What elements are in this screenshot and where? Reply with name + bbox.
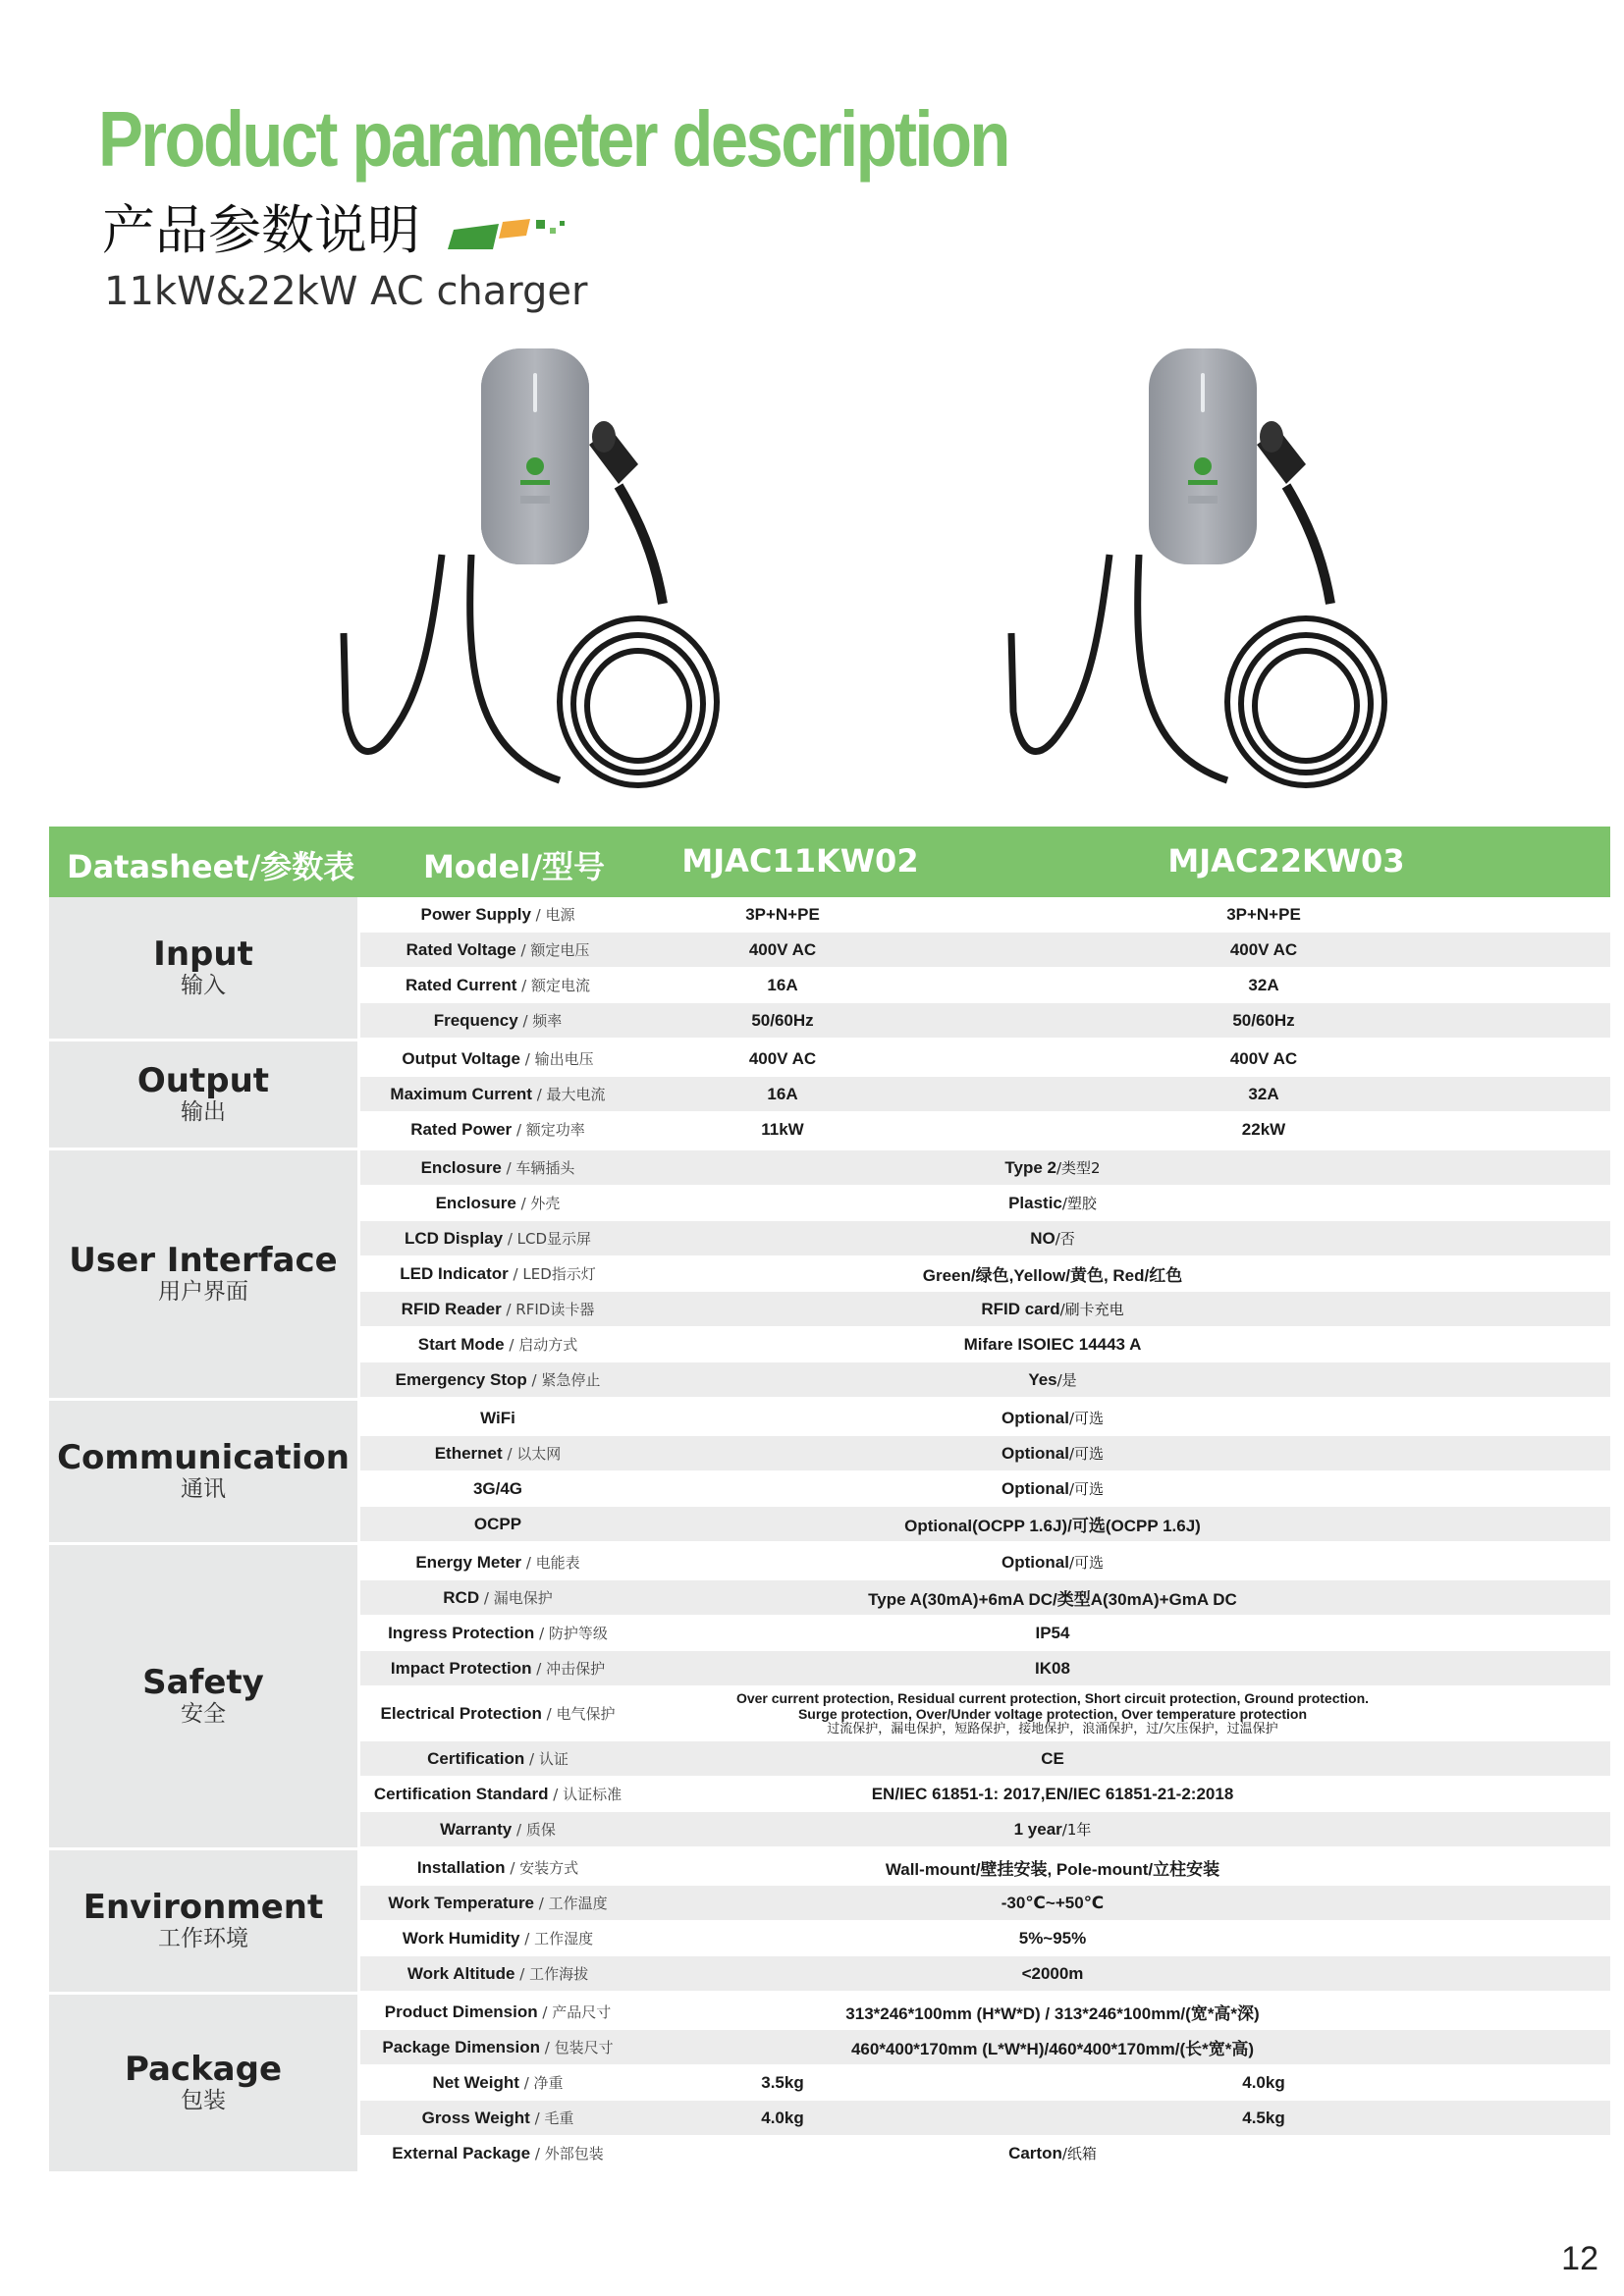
group-safety (49, 1545, 1610, 1850)
page-title-cn: 产品参数说明 (102, 199, 420, 261)
table-row (360, 1651, 1610, 1686)
param-label-cn: 漏电保护 (493, 1589, 553, 1607)
param-label-cn: 电气保护 (556, 1705, 616, 1723)
param-label: Enclosure / 外壳 (435, 1194, 561, 1212)
value-text: -30℃~+50℃ (1001, 1893, 1105, 1912)
table-row (360, 1471, 1610, 1507)
group-label-en: Safety (142, 1662, 264, 1702)
table-row (360, 1256, 1610, 1292)
param-label-en: Maximum Current (390, 1085, 532, 1103)
table-row (360, 1150, 1610, 1186)
value-model-1: 4.0kg (761, 2108, 804, 2127)
param-label-cn: 电能表 (535, 1554, 580, 1572)
param-label-en: LED Indicator (400, 1264, 509, 1283)
param-label-cn: 工作湿度 (534, 1930, 594, 1948)
table-row (360, 1777, 1610, 1812)
table-row (360, 1077, 1610, 1112)
param-label: Net Weight / 净重 (432, 2073, 564, 2092)
param-label-en: External Package (392, 2144, 531, 2163)
param-label-en: RCD (443, 1588, 480, 1607)
value-model-2: 400V AC (1229, 939, 1298, 959)
group-label-en: Package (124, 2049, 283, 2089)
value-model-1: 11kW (761, 1119, 804, 1139)
param-label: LCD Display / LCD显示屏 (404, 1229, 592, 1248)
value-shared (635, 1964, 1470, 1984)
value-text-cn: /可选 (1068, 1445, 1104, 1463)
value-shared (635, 2000, 1470, 2024)
datasheet-table (49, 827, 1610, 2174)
table-row (360, 1327, 1610, 1362)
param-label: Electrical Protection / 电气保护 (380, 1704, 616, 1723)
value-text: Wall-mount/壁挂安装, Pole-mount/立柱安装 (885, 1860, 1220, 1879)
param-label-cn: LED指示灯 (522, 1265, 596, 1283)
value-text: IP54 (1035, 1623, 1070, 1642)
value-model-1: 3.5kg (761, 2072, 804, 2092)
page-number: 12 (1561, 2240, 1598, 2277)
datasheet-header (49, 827, 1610, 897)
param-label-en: Certification Standard (373, 1785, 549, 1803)
value-model-1: 3P+N+PE (745, 904, 820, 924)
value-shared (635, 2143, 1470, 2163)
group-package (49, 1995, 1610, 2174)
value-text: Optional (1001, 1479, 1069, 1498)
value-text: IK08 (1035, 1658, 1070, 1678)
param-label-en: Ethernet (434, 1444, 503, 1463)
param-label-en: Electrical Protection (380, 1704, 542, 1723)
group-label-cn: 安全 (181, 1700, 226, 1727)
param-label-en: Work Temperature (388, 1894, 535, 1912)
param-label: Work Temperature / 工作温度 (388, 1894, 608, 1912)
param-label-cn: 启动方式 (518, 1336, 578, 1354)
param-label: Rated Voltage / 额定电压 (406, 940, 590, 959)
value-text-cn: /纸箱 (1061, 2145, 1097, 2163)
page-title: Product parameter description (98, 95, 1008, 183)
value-text: Mifare ISOIEC 14443 A (963, 1334, 1142, 1354)
param-label-en: Rated Voltage (406, 940, 516, 959)
param-label: Certification Standard / 认证标准 (373, 1785, 623, 1803)
value-model-1: 16A (767, 1084, 798, 1103)
value-model-2: 4.0kg (1242, 2072, 1285, 2092)
param-label-cn: 冲击保护 (546, 1660, 606, 1678)
param-label-en: Output Voltage (402, 1049, 520, 1068)
table-row (360, 1401, 1610, 1436)
value-model-1: 50/60Hz (751, 1010, 814, 1030)
table-row (360, 1850, 1610, 1886)
value-model-2: 22kW (1241, 1119, 1286, 1139)
param-label-cn: 频率 (532, 1012, 563, 1030)
param-label (360, 1409, 635, 1428)
value-shared (635, 1193, 1470, 1213)
table-row (360, 1221, 1610, 1256)
value-shared (635, 1659, 1470, 1679)
param-label: Impact Protection / 冲击保护 (390, 1659, 606, 1678)
param-label: Product Dimension / 产品尺寸 (384, 2002, 612, 2021)
value-model-2: 32A (1248, 1084, 1279, 1103)
table-row (360, 1003, 1610, 1039)
value-model-2: 3P+N+PE (1226, 904, 1301, 924)
param-label-en: Package Dimension (382, 2038, 540, 2056)
param-label-en: OCPP (473, 1514, 522, 1533)
table-row (360, 1292, 1610, 1327)
value-shared (635, 1552, 1470, 1573)
param-label-cn: 外部包装 (544, 2145, 604, 2163)
group-label (49, 1545, 360, 1847)
group-label-cn: 工作环境 (158, 1925, 248, 1951)
value-line: 过流保护，漏电保护，短路保护，接地保护，浪涌保护，过/欠压保护，过温保护 (827, 1721, 1278, 1736)
value-model-1: 400V AC (748, 939, 817, 959)
table-row (360, 1886, 1610, 1921)
param-label-cn: 最大电流 (546, 1086, 606, 1103)
value-text-cn: /1年 (1061, 1821, 1092, 1839)
group-label (49, 1401, 360, 1542)
param-label-cn: 净重 (533, 2074, 564, 2092)
value-text: CE (1041, 1748, 1064, 1768)
param-label-en: Rated Current (406, 976, 517, 994)
param-label: Ethernet / 以太网 (434, 1444, 562, 1463)
param-label-en: Work Altitude (406, 1964, 515, 1983)
table-row (360, 1186, 1610, 1221)
model-2-name: MJAC22KW03 (1167, 842, 1405, 880)
group-label (49, 1850, 360, 1992)
param-label-en: Start Mode (417, 1335, 505, 1354)
value-text: Yes (1028, 1370, 1057, 1389)
param-label: Warranty / 质保 (440, 1820, 556, 1839)
param-label-cn: 紧急停止 (541, 1371, 601, 1389)
param-label: Installation / 安装方式 (416, 1858, 579, 1877)
param-label-cn: 安装方式 (519, 1859, 579, 1877)
value-model-2: 32A (1248, 975, 1279, 994)
param-label: External Package / 外部包装 (392, 2144, 604, 2163)
value-text-cn: /可选 (1068, 1410, 1104, 1427)
param-label-cn: 输出电压 (534, 1050, 594, 1068)
group-label (49, 1150, 360, 1398)
value-text: Plastic (1008, 1194, 1062, 1212)
param-label-cn: 工作温度 (548, 1895, 608, 1912)
model-1-name: MJAC11KW02 (681, 842, 919, 880)
value-text-cn: /可选 (1068, 1480, 1104, 1498)
param-label: Energy Meter / 电能表 (415, 1553, 580, 1572)
table-row (360, 897, 1610, 933)
table-row (360, 968, 1610, 1003)
table-row (360, 1545, 1610, 1580)
group-label-en: Environment (82, 1887, 324, 1927)
group-environment (49, 1850, 1610, 1995)
param-label-en: Net Weight (432, 2073, 519, 2092)
value-text: Optional (1001, 1409, 1069, 1427)
brand-decoration-icon (446, 212, 573, 251)
table-row (360, 1112, 1610, 1148)
wallbox-charger-image (992, 339, 1424, 800)
model-label: Model/型号 (422, 848, 606, 885)
table-row (360, 1580, 1610, 1616)
group-label-en: User Interface (69, 1240, 338, 1280)
param-label-en: Rated Power (410, 1120, 513, 1139)
table-row (360, 1741, 1610, 1777)
param-label: Maximum Current / 最大电流 (390, 1085, 606, 1103)
group-label (49, 897, 360, 1039)
table-row (360, 1362, 1610, 1398)
param-label: RCD / 漏电保护 (443, 1588, 553, 1607)
table-row (360, 1921, 1610, 1956)
param-label: Work Altitude / 工作海拔 (406, 1964, 589, 1983)
param-label-en: Ingress Protection (388, 1624, 535, 1642)
value-shared (635, 1624, 1470, 1643)
param-label-en: Warranty (440, 1820, 513, 1839)
param-label-cn: 工作海拔 (529, 1965, 589, 1983)
param-label: Power Supply / 电源 (420, 905, 575, 924)
value-shared (635, 1690, 1470, 1737)
value-model-1: 16A (767, 975, 798, 994)
value-model-1: 400V AC (748, 1048, 817, 1068)
datasheet-body (49, 897, 1610, 2174)
param-label-en: Emergency Stop (395, 1370, 527, 1389)
table-row (360, 1812, 1610, 1847)
value-model-2: 50/60Hz (1232, 1010, 1295, 1030)
table-row (360, 2136, 1610, 2171)
value-text: 313*246*100mm (H*W*D) / 313*246*100mm/(宽*高*深) (845, 2004, 1260, 2023)
group-label-en: Communication (57, 1437, 350, 1477)
value-text: Optional (1001, 1444, 1069, 1463)
value-shared (635, 1299, 1470, 1319)
param-label-en: Gross Weight (421, 2109, 530, 2127)
group-label-cn: 包装 (181, 2087, 226, 2113)
table-row (360, 1041, 1610, 1077)
value-shared (635, 1819, 1470, 1840)
value-text: <2000m (1021, 1963, 1084, 1983)
table-row (360, 1686, 1610, 1741)
value-shared (635, 1512, 1470, 1536)
group-label-cn: 通讯 (181, 1475, 226, 1502)
value-model-2: 4.5kg (1242, 2108, 1285, 2127)
param-label-en: RFID Reader (401, 1300, 502, 1318)
value-shared (635, 1855, 1470, 1880)
param-label: Rated Power / 额定功率 (410, 1120, 585, 1139)
value-text: 460*400*170mm (L*W*H)/460*400*170mm/(长*宽*高) (850, 2040, 1255, 2058)
value-text: 1 year (1013, 1820, 1062, 1839)
value-text: NO (1030, 1229, 1056, 1248)
value-shared (635, 2035, 1470, 2059)
param-label-en: 3G/4G (472, 1478, 523, 1498)
param-label-en: Frequency (433, 1011, 518, 1030)
param-label-cn: 认证标准 (563, 1786, 623, 1803)
param-label-en: Product Dimension (384, 2002, 538, 2021)
group-label-en: Output (136, 1060, 270, 1100)
table-row (360, 1436, 1610, 1471)
param-label-cn: 电源 (545, 906, 575, 924)
group-communication (49, 1401, 1610, 1545)
param-label-en: Installation (416, 1858, 506, 1877)
value-shared (635, 1894, 1470, 1913)
table-row (360, 1995, 1610, 2030)
page-subtitle: 11kW&22kW AC charger (104, 269, 588, 314)
param-label (360, 1515, 635, 1534)
param-label-cn: 额定电流 (530, 977, 590, 994)
param-label-cn: 包装尺寸 (554, 2039, 614, 2056)
group-label-cn: 输入 (181, 972, 226, 998)
param-label-en: WiFi (480, 1408, 515, 1427)
param-label-cn: 以太网 (516, 1445, 562, 1463)
value-text: Optional (1001, 1553, 1069, 1572)
param-label: Work Humidity / 工作湿度 (402, 1929, 594, 1948)
value-text-cn: /刷卡充电 (1059, 1301, 1124, 1318)
table-row (360, 2065, 1610, 2101)
param-label: Frequency / 频率 (433, 1011, 563, 1030)
param-label-cn: 外壳 (530, 1195, 561, 1212)
table-row (360, 2101, 1610, 2136)
value-text-cn: /塑胶 (1061, 1195, 1097, 1212)
value-text: RFID card (981, 1300, 1060, 1318)
value-line: Surge protection, Over/Under voltage protection, Over temperature protection (797, 1705, 1308, 1722)
param-label: Certification / 认证 (427, 1749, 568, 1768)
group-label (49, 1995, 360, 2171)
param-label: Gross Weight / 毛重 (421, 2109, 574, 2127)
value-shared (635, 1157, 1470, 1178)
wallbox-charger-image (324, 339, 756, 800)
table-row (360, 1507, 1610, 1542)
param-label-en: Enclosure (420, 1158, 502, 1177)
param-label-cn: 质保 (525, 1821, 556, 1839)
group-label-en: Input (153, 934, 253, 974)
table-row (360, 2030, 1610, 2065)
group-input (49, 897, 1610, 1041)
group-output (49, 1041, 1610, 1150)
value-shared (635, 1261, 1470, 1286)
param-label-en: Energy Meter (415, 1553, 522, 1572)
param-label-en: Certification (427, 1749, 525, 1768)
param-label-en: LCD Display (404, 1229, 504, 1248)
param-label-en: Impact Protection (390, 1659, 532, 1678)
value-shared (635, 1369, 1470, 1390)
value-shared (635, 1785, 1470, 1804)
param-label-cn: 额定功率 (525, 1121, 585, 1139)
value-shared (635, 1749, 1470, 1769)
value-model-2: 400V AC (1229, 1048, 1298, 1068)
group-label-cn: 用户界面 (158, 1278, 248, 1305)
value-text: Carton (1008, 2144, 1062, 2163)
value-text: Type A(30mA)+6mA DC/类型A(30mA)+GmA DC (868, 1590, 1237, 1609)
value-shared (635, 1585, 1470, 1610)
value-text-cn: /类型2 (1056, 1159, 1101, 1177)
param-label: Enclosure / 车辆插头 (420, 1158, 575, 1177)
value-shared (635, 1335, 1470, 1355)
param-label-cn: 额定电压 (530, 941, 590, 959)
table-row (360, 933, 1610, 968)
param-label-cn: 产品尺寸 (552, 2003, 612, 2021)
value-shared (635, 1443, 1470, 1464)
param-label: Emergency Stop / 紧急停止 (395, 1370, 601, 1389)
group-label-cn: 输出 (181, 1098, 226, 1125)
value-shared (635, 1408, 1470, 1428)
value-shared (635, 1228, 1470, 1249)
param-label-cn: 认证 (538, 1750, 568, 1768)
value-text-cn: /是 (1056, 1371, 1077, 1389)
param-label: Output Voltage / 输出电压 (402, 1049, 594, 1068)
table-row (360, 1616, 1610, 1651)
param-label: Start Mode / 启动方式 (417, 1335, 578, 1354)
table-row (360, 1956, 1610, 1992)
param-label-en: Power Supply (420, 905, 531, 924)
param-label-en: Enclosure (435, 1194, 516, 1212)
param-label: Ingress Protection / 防护等级 (388, 1624, 608, 1642)
value-shared (635, 1478, 1470, 1499)
param-label-cn: LCD显示屏 (516, 1230, 592, 1248)
param-label-en: Work Humidity (402, 1929, 520, 1948)
param-label-cn: RFID读卡器 (515, 1301, 595, 1318)
param-label: Rated Current / 额定电流 (406, 976, 590, 994)
param-label-cn: 车辆插头 (515, 1159, 575, 1177)
value-text: Type 2 (1004, 1158, 1056, 1177)
value-text: Optional(OCPP 1.6J)/可选(OCPP 1.6J) (904, 1517, 1201, 1535)
group-label (49, 1041, 360, 1148)
value-text: Green/绿色,Yellow/黄色, Red/红色 (922, 1266, 1183, 1285)
value-text-cn: /否 (1055, 1230, 1075, 1248)
group-user-interface (49, 1150, 1610, 1401)
param-label-cn: 毛重 (544, 2109, 574, 2127)
value-text: EN/IEC 61851-1: 2017,EN/IEC 61851-21-2:2018 (871, 1784, 1234, 1803)
param-label-cn: 防护等级 (548, 1625, 608, 1642)
value-text-cn: /可选 (1068, 1554, 1104, 1572)
param-label: LED Indicator / LED指示灯 (400, 1264, 596, 1283)
param-label: RFID Reader / RFID读卡器 (401, 1300, 595, 1318)
value-line: Over current protection, Residual current protection, Short circuit protection, Ground protection. (735, 1689, 1370, 1706)
value-text: 5%~95% (1018, 1928, 1087, 1948)
param-label: Package Dimension / 包装尺寸 (382, 2038, 614, 2056)
datasheet-label: Datasheet/参数表 (67, 848, 355, 885)
param-label (360, 1479, 635, 1499)
value-shared (635, 1929, 1470, 1949)
